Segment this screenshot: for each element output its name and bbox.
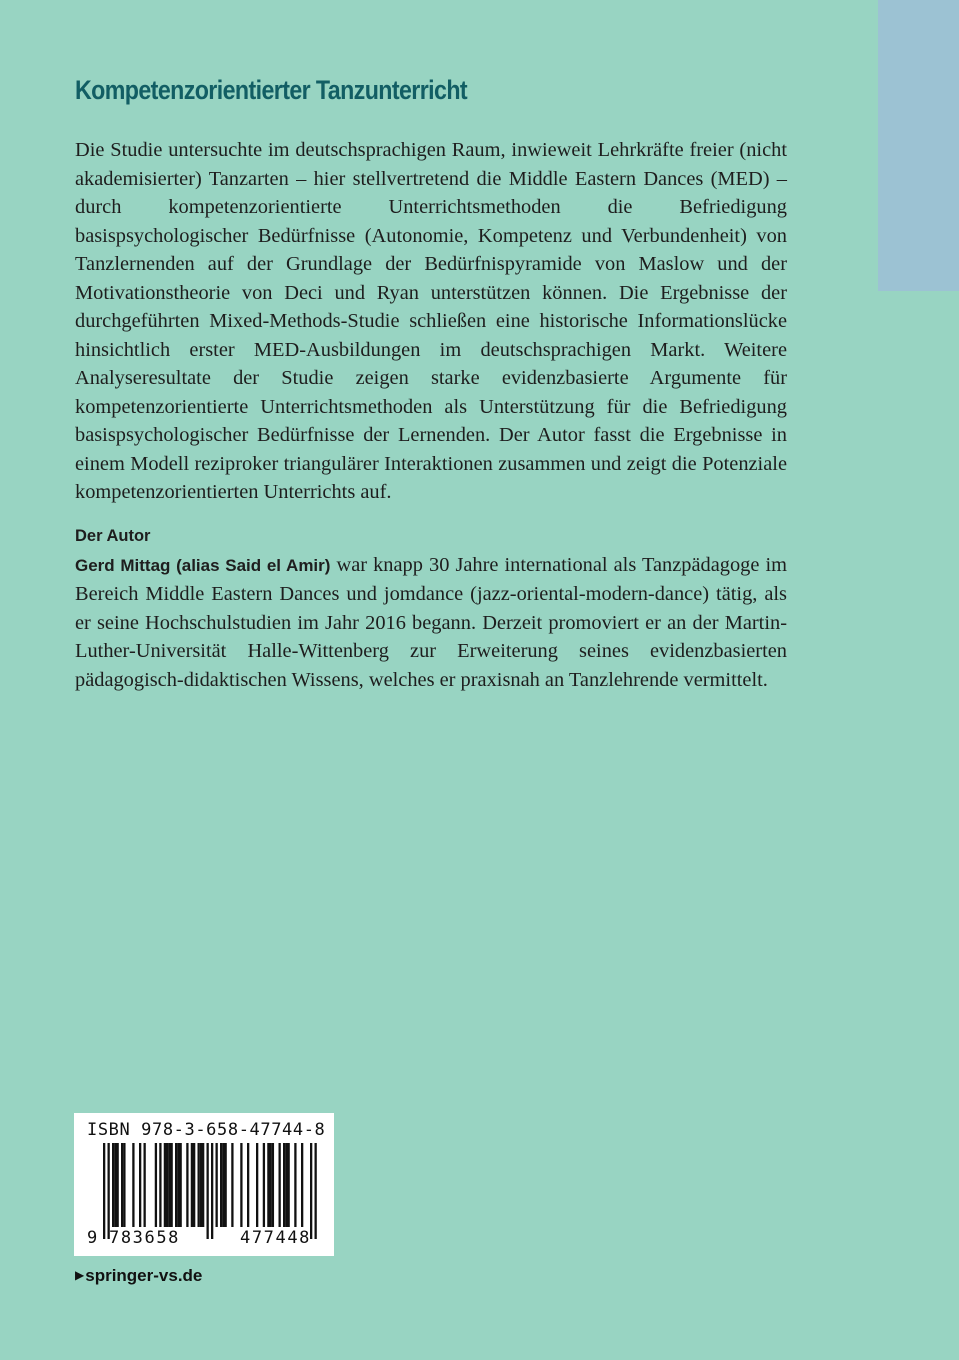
barcode-bar — [191, 1143, 193, 1227]
barcode-bar — [166, 1143, 168, 1227]
barcode-bar — [121, 1143, 123, 1227]
barcode-bar — [168, 1143, 170, 1227]
barcode-bar — [193, 1143, 195, 1227]
barcode-guard-bar — [310, 1143, 312, 1239]
isbn-barcode — [74, 1113, 334, 1256]
barcode-guard-bar — [108, 1143, 110, 1239]
barcode-bar — [114, 1143, 116, 1227]
barcode-bar — [272, 1143, 274, 1227]
barcode-guard-bar — [103, 1143, 105, 1239]
barcode-bar — [177, 1143, 179, 1227]
barcode-bar — [175, 1143, 177, 1227]
barcode-bar — [220, 1143, 222, 1227]
author-name: Gerd Mittag (alias Said el Amir) — [75, 555, 331, 575]
book-title: Kompetenzorientierter Tanzunterricht — [75, 75, 468, 105]
barcode-digits-left: 783658 — [109, 1228, 181, 1248]
barcode-bar — [247, 1143, 249, 1227]
author-bio-text: war knapp 30 Jahre international als Tanzpädagoge im Bereich Middle Eastern Dances und jomdance (jazz-oriental-modern-dance) tätig, als er seine Hochschulstudien im Jahr 2016 begann. Derzeit promoviert er an der Martin-Luther-Universität Halle-Wittenberg zur Erweiterung seines evidenzbasierten pädagogisch-didaktischen Wissens, welches er praxisnah an Tanzlehrende vermittelt. — [75, 553, 787, 691]
barcode-bar — [225, 1143, 227, 1227]
barcode-bar — [112, 1143, 114, 1227]
cover-side-band — [878, 0, 959, 291]
barcode-bar — [283, 1143, 285, 1227]
barcode-guard-bar — [211, 1143, 213, 1239]
back-cover-text — [75, 68, 787, 694]
barcode-bar — [285, 1143, 287, 1227]
publisher-link[interactable] — [75, 1263, 202, 1287]
barcode-digit-first: 9 — [87, 1228, 98, 1248]
barcode-bar — [216, 1143, 218, 1227]
barcode-bar — [171, 1143, 173, 1227]
publisher-url: springer-vs.de — [85, 1266, 203, 1285]
barcode-bar — [186, 1143, 188, 1227]
barcode-bar — [198, 1143, 200, 1227]
barcode-bar — [139, 1143, 141, 1227]
barcode-guard-bar — [315, 1143, 317, 1239]
barcode-bar — [155, 1143, 157, 1227]
barcode-bar — [263, 1143, 265, 1227]
barcode-bar — [164, 1143, 166, 1227]
barcode-bars — [74, 1143, 334, 1239]
barcode-bar — [231, 1143, 233, 1227]
barcode-bar — [202, 1143, 204, 1227]
author-bio — [75, 551, 787, 695]
barcode-bar — [294, 1143, 296, 1227]
barcode-bar — [288, 1143, 290, 1227]
triangle-right-icon: ▶ — [75, 1268, 85, 1282]
barcode-bar — [279, 1143, 281, 1227]
barcode-bar — [256, 1143, 258, 1227]
barcode-bar — [301, 1143, 303, 1227]
barcode-guard-bar — [207, 1143, 209, 1239]
book-abstract: Die Studie untersuchte im deutschsprachigen Raum, inwieweit Lehrkräfte freier (nicht akademisierter) Tanzarten – hier stellvertretend die Middle Eastern Dances (MED) – durch kompetenzorientierte Unterrichtsmethoden die Befriedigung basispsychologischer Bedürfnisse (Autonomie, Kompetenz und Verbundenheit) von Tanzlernenden auf der Grundlage der Bedürfnispyramide von Maslow und der Motivationstheorie von Deci und Ryan unterstützen können. Die Ergebnisse der durchgeführten Mixed-Methods-Studie schließen eine historische Informationslücke hinsichtlich erster MED-Ausbildungen im deutschsprachigen Markt. Weitere Analyseresultate der Studie zeigen starke evidenzbasierte Argumente für kompetenzorientierte Unterrichtsmethoden als Unterstützung für die Befriedigung basispsychologischer Bedürfnisse der Lernenden. Der Autor fasst die Ergebnisse in einem Modell reziproker triangulärer Interaktionen zusammen und zeigt die Potenziale kompetenzorientierten Unterrichts auf. — [75, 139, 787, 503]
barcode-bar — [222, 1143, 224, 1227]
barcode-bar — [123, 1143, 125, 1227]
author-heading: Der Autor — [75, 526, 151, 545]
barcode-bar — [132, 1143, 134, 1227]
barcode-bar — [270, 1143, 272, 1227]
barcode-bar — [180, 1143, 182, 1227]
isbn-label: ISBN 978-3-658-47744-8 — [87, 1120, 326, 1140]
barcode-bar — [267, 1143, 269, 1227]
barcode-bar — [117, 1143, 119, 1227]
barcode-digits-right: 477448 — [240, 1228, 312, 1248]
barcode-bar — [240, 1143, 242, 1227]
barcode-bar — [144, 1143, 146, 1227]
barcode-bar — [159, 1143, 161, 1227]
barcode-bar — [200, 1143, 202, 1227]
